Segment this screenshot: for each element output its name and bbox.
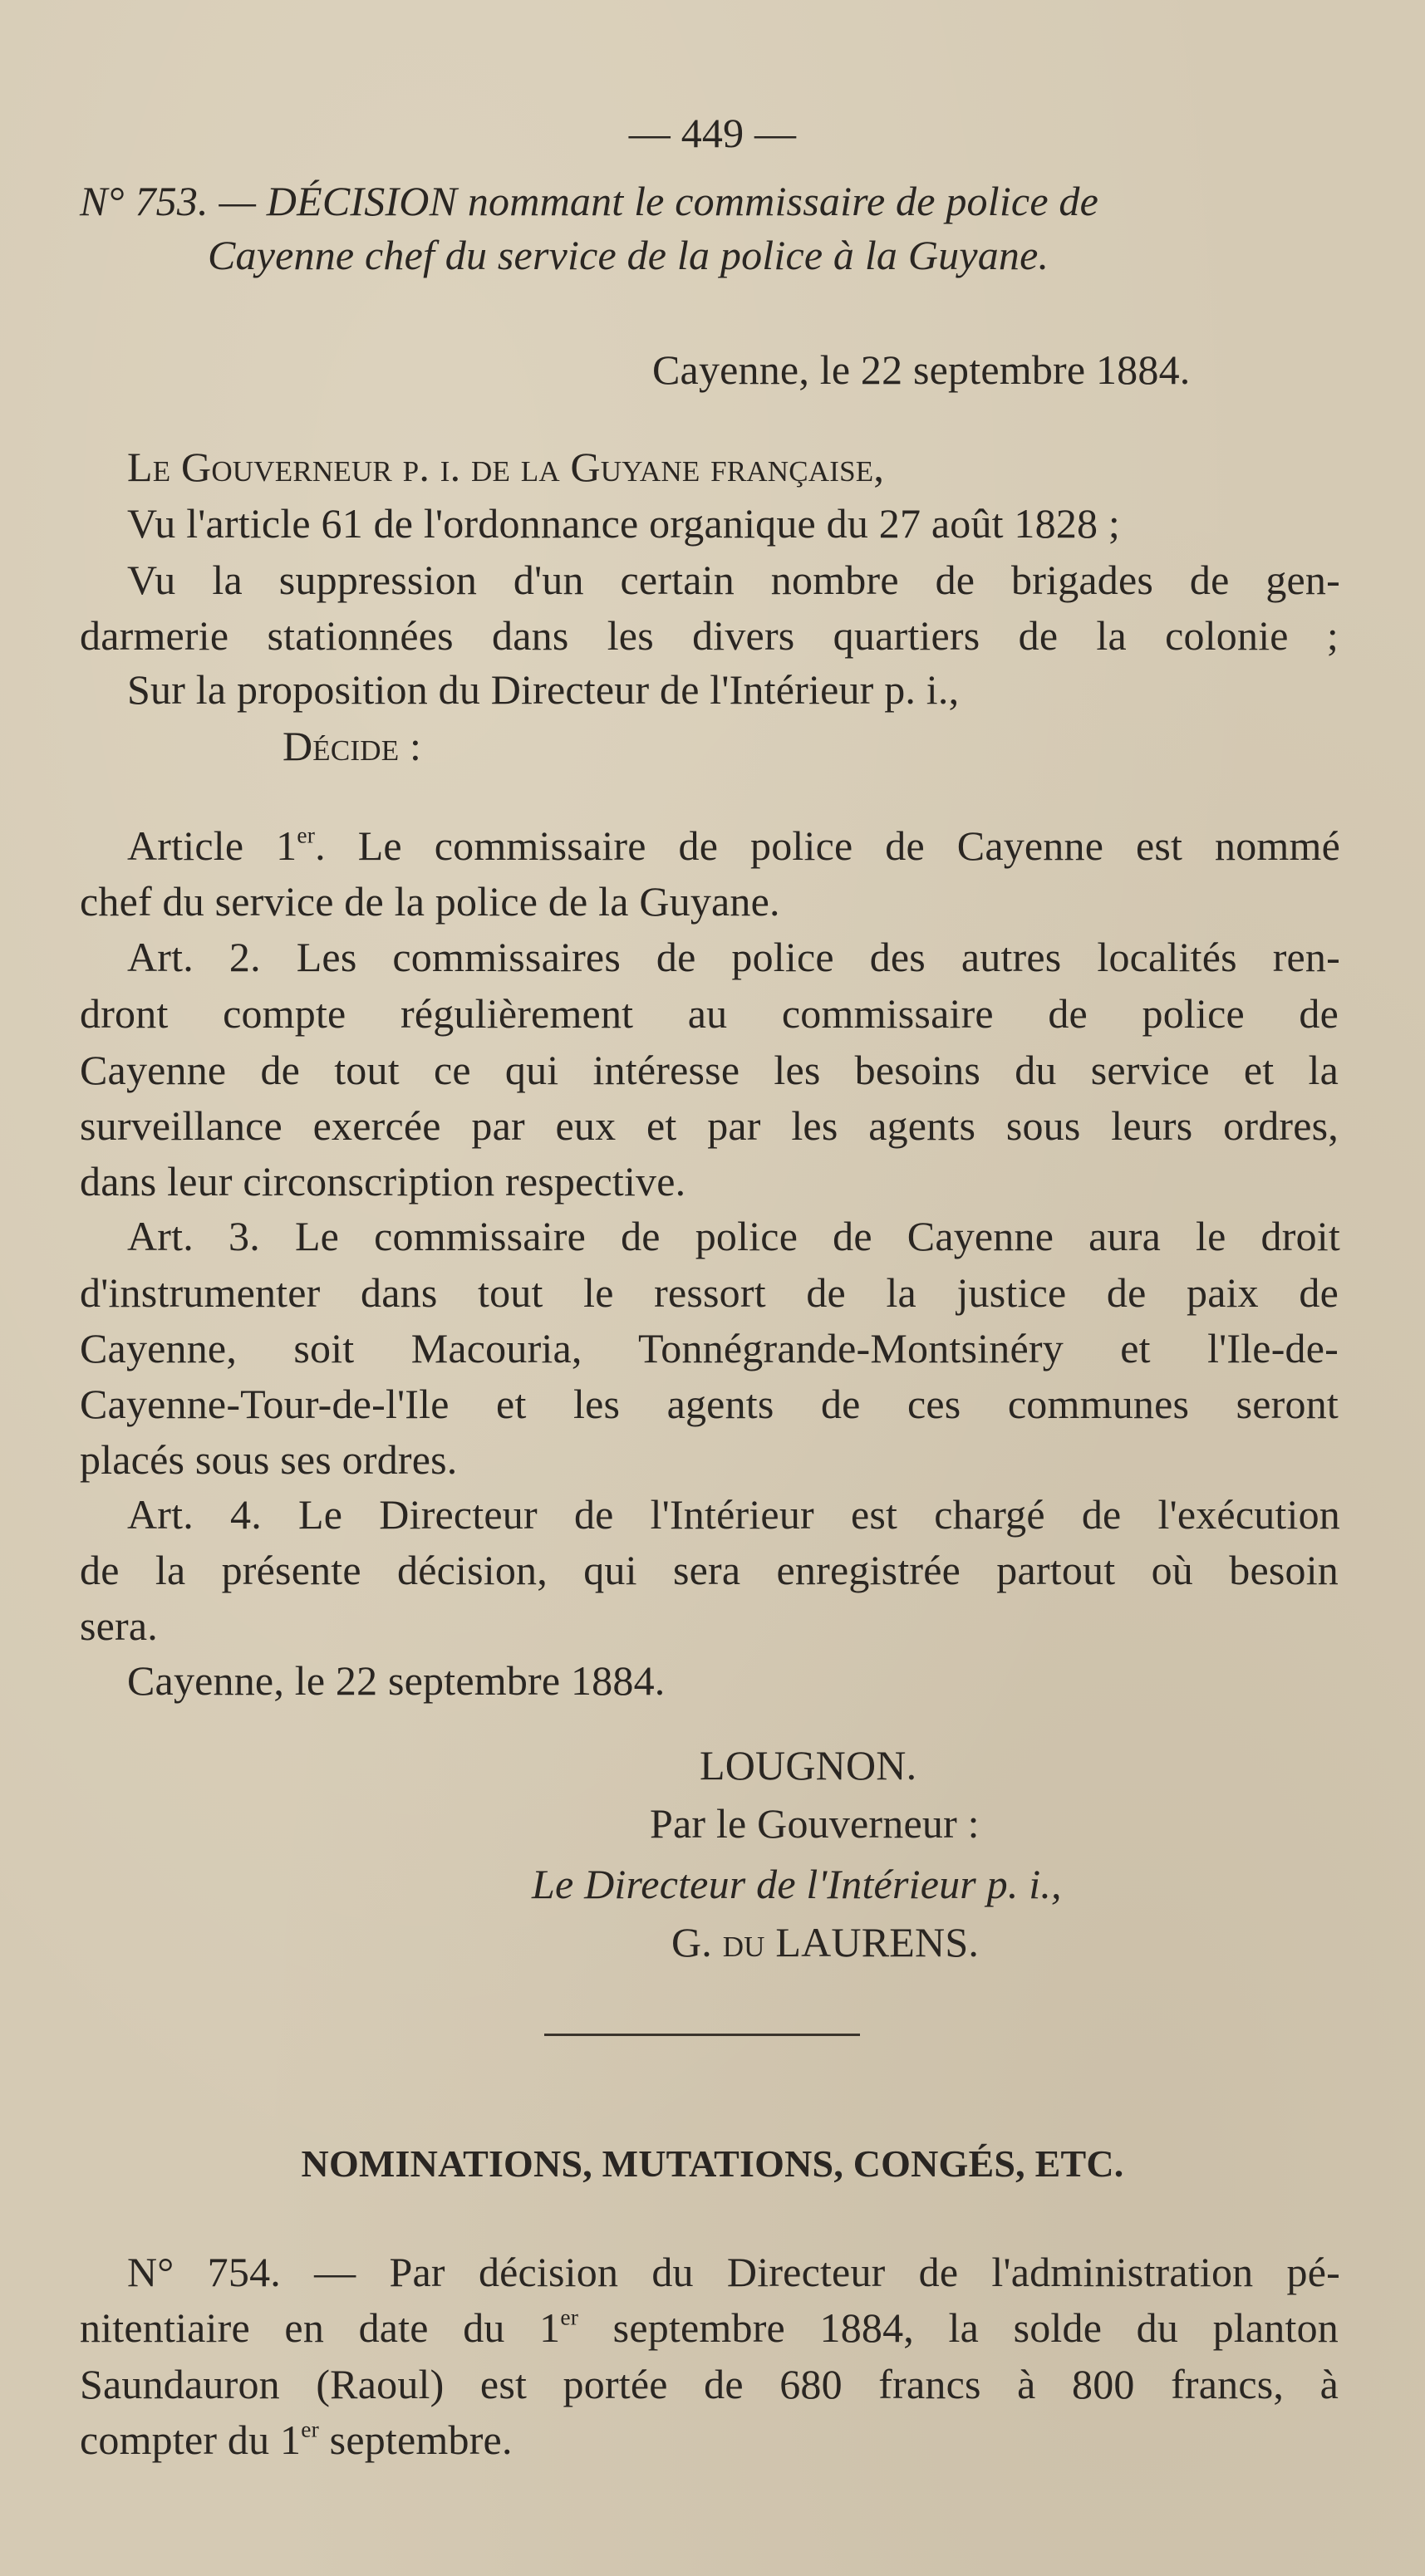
section-divider (544, 2034, 860, 2036)
decision-754-line-3: Saundauron (Raoul) est portée de 680 francs à 800 francs, à (80, 2361, 1339, 2407)
governor-line: Le Gouverneur p. i. de la Guyane française, (127, 444, 885, 490)
signatory: LOUGNON. (700, 1742, 917, 1788)
article-1-sup: er (297, 822, 316, 848)
vu-article-61: Vu l'article 61 de l'ordonnance organique du 27 août 1828 ; (127, 500, 1121, 547)
article-4-line-3: sera. (80, 1602, 158, 1649)
decision-754-line-2-sup: er (560, 2304, 579, 2330)
article-1-text: . Le commissaire de police de Cayenne est nommé (315, 822, 1341, 869)
director-title: Le Directeur de l'Intérieur p. i., (532, 1861, 1062, 1907)
vu-suppression-line-2: darmerie stationnées dans les divers quartiers de la colonie ; (80, 612, 1339, 659)
article-3-line-1: Art. 3. Le commissaire de police de Cayenne aura le droit (127, 1213, 1340, 1259)
decision-753-title-line-2: Cayenne chef du service de la police à la Guyane. (208, 232, 1049, 278)
article-4-line-1: Art. 4. Le Directeur de l'Intérieur est chargé de l'exécution (127, 1491, 1340, 1538)
par-le-gouverneur: Par le Gouverneur : (650, 1800, 980, 1847)
decision-754-line-4-b: septembre. (318, 2417, 513, 2463)
decision-754-line-2-b: septembre 1884, la solde du planton (578, 2304, 1339, 2351)
page-number: — 449 — (628, 110, 797, 156)
place-date: Cayenne, le 22 septembre 1884. (652, 346, 1191, 393)
article-1-label: Article 1 (127, 822, 297, 869)
article-2-line-4: surveillance exercée par eux et par les agents sous leurs ordres, (80, 1102, 1339, 1149)
article-2-line-2: dront compte régulièrement au commissaire de police de (80, 990, 1339, 1037)
decision-754-line-4-a: compter du 1 (80, 2417, 302, 2463)
closing-date: Cayenne, le 22 septembre 1884. (127, 1657, 666, 1704)
decision-754-line-4 (80, 2415, 513, 2465)
article-1-line-2: chef du service de la police de la Guyane. (80, 878, 780, 925)
vu-suppression-line-1: Vu la suppression d'un certain nombre de brigades de gen- (127, 557, 1340, 603)
decision-754-line-2-a: nitentiaire en date du 1 (80, 2304, 561, 2351)
article-3-line-4: Cayenne-Tour-de-l'Ile et les agents de ces communes seront (80, 1381, 1339, 1427)
article-3-line-2: d'instrumenter dans tout le ressort de la justice de paix de (80, 1269, 1339, 1316)
article-3-line-3: Cayenne, soit Macouria, Tonnégrande-Montsinéry et l'Ile-de- (80, 1325, 1339, 1371)
article-1-line-1 (127, 821, 1340, 871)
article-2-line-5: dans leur circonscription respective. (80, 1158, 686, 1205)
decision-754-line-1: N° 754. — Par décision du Directeur de l'administration pé- (127, 2249, 1340, 2295)
article-4-line-2: de la présente décision, qui sera enregistrée partout où besoin (80, 1547, 1339, 1593)
director-name: G. du LAURENS. (671, 1919, 980, 1965)
section-heading: NOMINATIONS, MUTATIONS, CONGÉS, ETC. (301, 2142, 1124, 2185)
sur-la-proposition: Sur la proposition du Directeur de l'Intérieur p. i., (127, 666, 960, 713)
article-3-line-5: placés sous ses ordres. (80, 1436, 458, 1483)
decision-753-title-line-1: N° 753. — DÉCISION nommant le commissaire de police de (80, 178, 1099, 224)
article-2-line-1: Art. 2. Les commissaires de police des autres localités ren- (127, 934, 1340, 980)
decision-754-line-4-sup: er (301, 2416, 319, 2442)
decide-heading: Décide : (283, 723, 422, 769)
decision-754-line-2 (80, 2303, 1339, 2353)
article-2-line-3: Cayenne de tout ce qui intéresse les besoins du service et la (80, 1047, 1339, 1093)
